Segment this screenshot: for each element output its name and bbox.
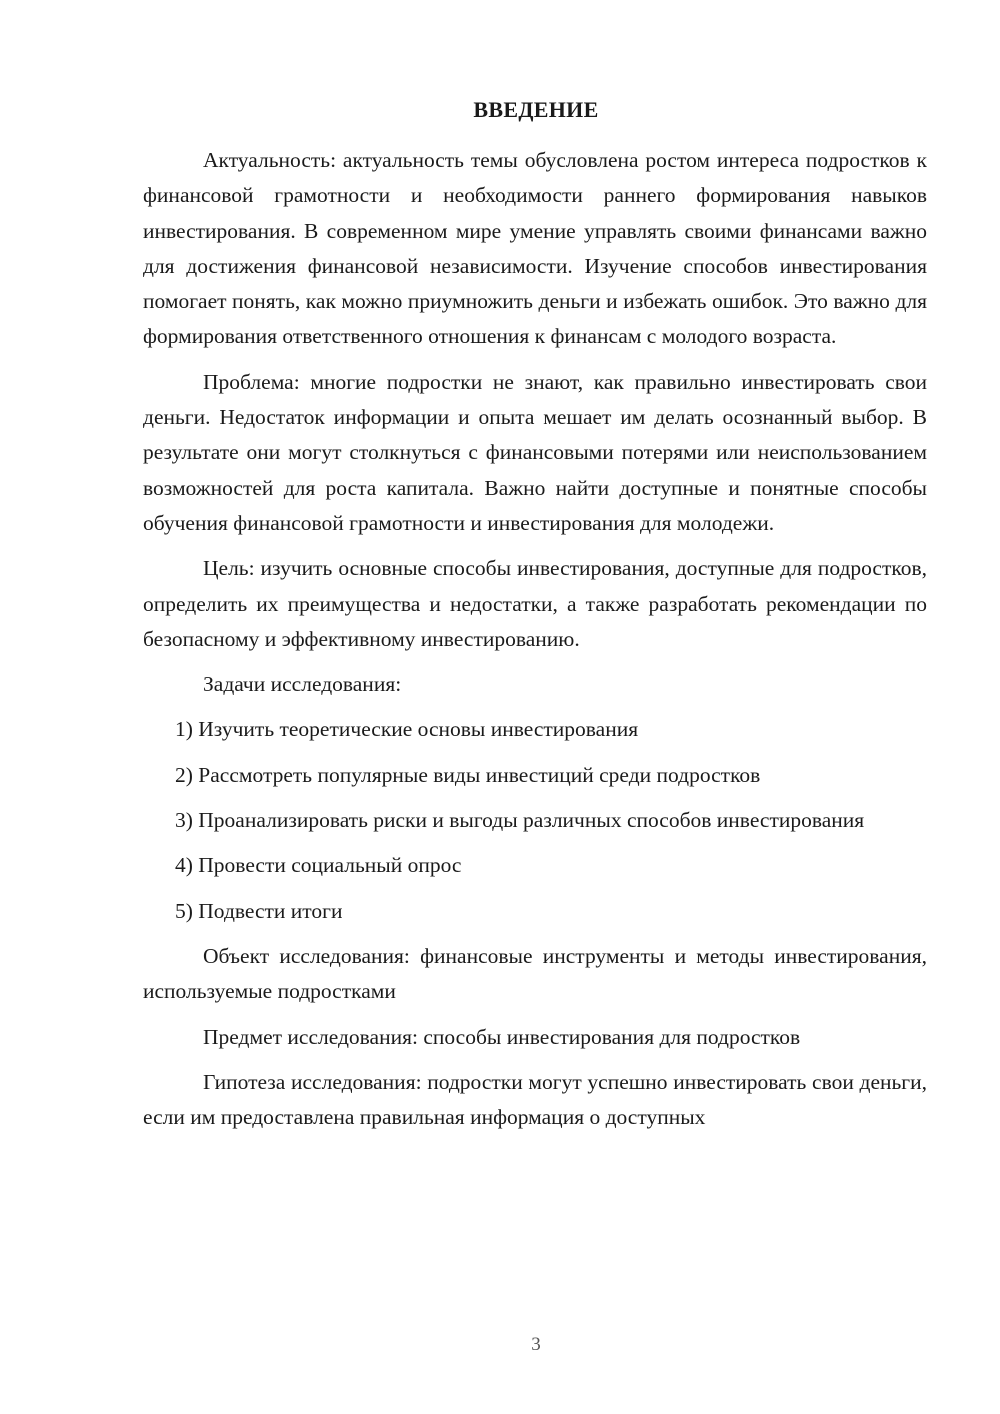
paragraph-relevance: Актуальность: актуальность темы обусловлена ростом интереса подростков к финансовой грамотности и необходимости раннего формирования навыков инвестирования. В современном мире умение управлять своими финансами важно для достижения финансовой независимости. Изучение способов инвестирования помогает понять, как можно приумножить деньги и избежать ошибок. Это важно для формирования ответственного отношения к финансам с молодого возраста. xyxy=(143,148,927,349)
task-item: 4) Провести социальный опрос xyxy=(175,853,462,878)
task-item: 2) Рассмотреть популярные виды инвестиций среди подростков xyxy=(175,762,761,787)
task-item: 1) Изучить теоретические основы инвестирования xyxy=(175,717,639,742)
page-number: 3 xyxy=(531,1334,541,1355)
paragraph-object: Объект исследования: финансовые инструменты и методы инвестирования, используемые подростками xyxy=(143,943,927,1004)
section-title: ВВЕДЕНИЕ xyxy=(473,97,599,122)
tasks-heading: Задачи исследования: xyxy=(203,672,402,697)
paragraph-goal: Цель: изучить основные способы инвестирования, доступные для подростков, определить их преимущества и недостатки, а также разработать рекомендации по безопасному и эффективному инвестированию. xyxy=(143,556,927,651)
task-item: 3) Проанализировать риски и выгоды различных способов инвестирования xyxy=(175,808,865,833)
paragraph-subject: Предмет исследования: способы инвестирования для подростков xyxy=(203,1024,801,1049)
paragraph-problem: Проблема: многие подростки не знают, как правильно инвестировать свои деньги. Недостаток информации и опыта мешает им делать осознанный выбор. В результате они могут столкнуться с финансовыми потерями или неиспользованием возможностей для роста капитала. Важно найти доступные и понятные способы обучения финансовой грамотности и инвестирования для молодежи. xyxy=(143,369,927,535)
paragraph-hypothesis: Гипотеза исследования: подростки могут успешно инвестировать свои деньги, если им предоставлена правильная информация о доступных xyxy=(143,1069,927,1130)
task-item: 5) Подвести итоги xyxy=(175,898,343,923)
document-body xyxy=(143,143,927,1145)
